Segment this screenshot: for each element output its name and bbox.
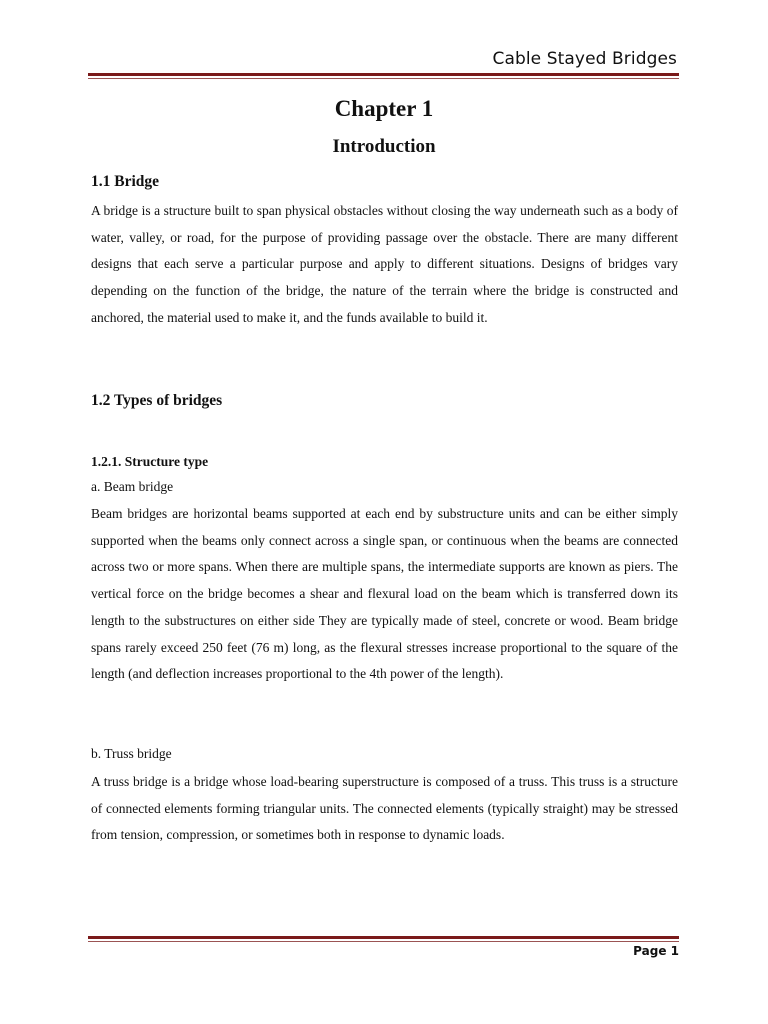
- beam-bridge-label: a. Beam bridge: [91, 479, 174, 494]
- chapter-title: Chapter 1: [334, 96, 434, 121]
- header-rule: [88, 73, 679, 79]
- subsection-heading-structure-type: 1.2.1. Structure type: [91, 454, 209, 469]
- footer-rule: [88, 936, 679, 942]
- running-header-title: Cable Stayed Bridges: [492, 49, 677, 69]
- truss-bridge-label: b. Truss bridge: [91, 746, 172, 761]
- chapter-subtitle: Introduction: [332, 136, 436, 157]
- header-rule-thick-line: [88, 73, 679, 76]
- section-heading-bridge: 1.1 Bridge: [91, 173, 160, 190]
- footer-rule-thin-line: [88, 941, 679, 942]
- section-heading-types: 1.2 Types of bridges: [91, 392, 223, 409]
- header-rule-thin-line: [88, 78, 679, 79]
- page-number: Page 1: [633, 944, 679, 958]
- paragraph-bridge: A bridge is a structure built to span physical obstacles without closing the way underneath such as a body of water, valley, or road, for the purpose of providing passage over the obstacle. There are many different designs that each serve a particular purpose and apply to different situations. Designs of bridges vary depending on the function of the bridge, the nature of the terrain where the bridge is constructed and anchored, the material used to make it, and the funds available to build it.: [91, 203, 678, 325]
- footer-rule-thick-line: [88, 936, 679, 939]
- paragraph-truss-bridge: A truss bridge is a bridge whose load-bearing superstructure is composed of a truss. This truss is a structure of connected elements forming triangular units. The connected elements (typically straight) may be stressed from tension, compression, or sometimes both in response to dynamic loads.: [91, 774, 678, 843]
- paragraph-beam-bridge: Beam bridges are horizontal beams supported at each end by substructure units and can be either simply supported when the beams only connect across a single span, or continuous when the beams are connected across two or more spans. When there are multiple spans, the intermediate supports are known as piers. The vertical force on the bridge becomes a shear and flexural load on the beam which is transferred down its length to the substructures on either side They are typically made of steel, concrete or wood. Beam bridge spans rarely exceed 250 feet (76 m) long, as the flexural stresses increase proportional to the square of the length (and deflection increases proportional to the 4th power of the length).: [91, 506, 678, 682]
